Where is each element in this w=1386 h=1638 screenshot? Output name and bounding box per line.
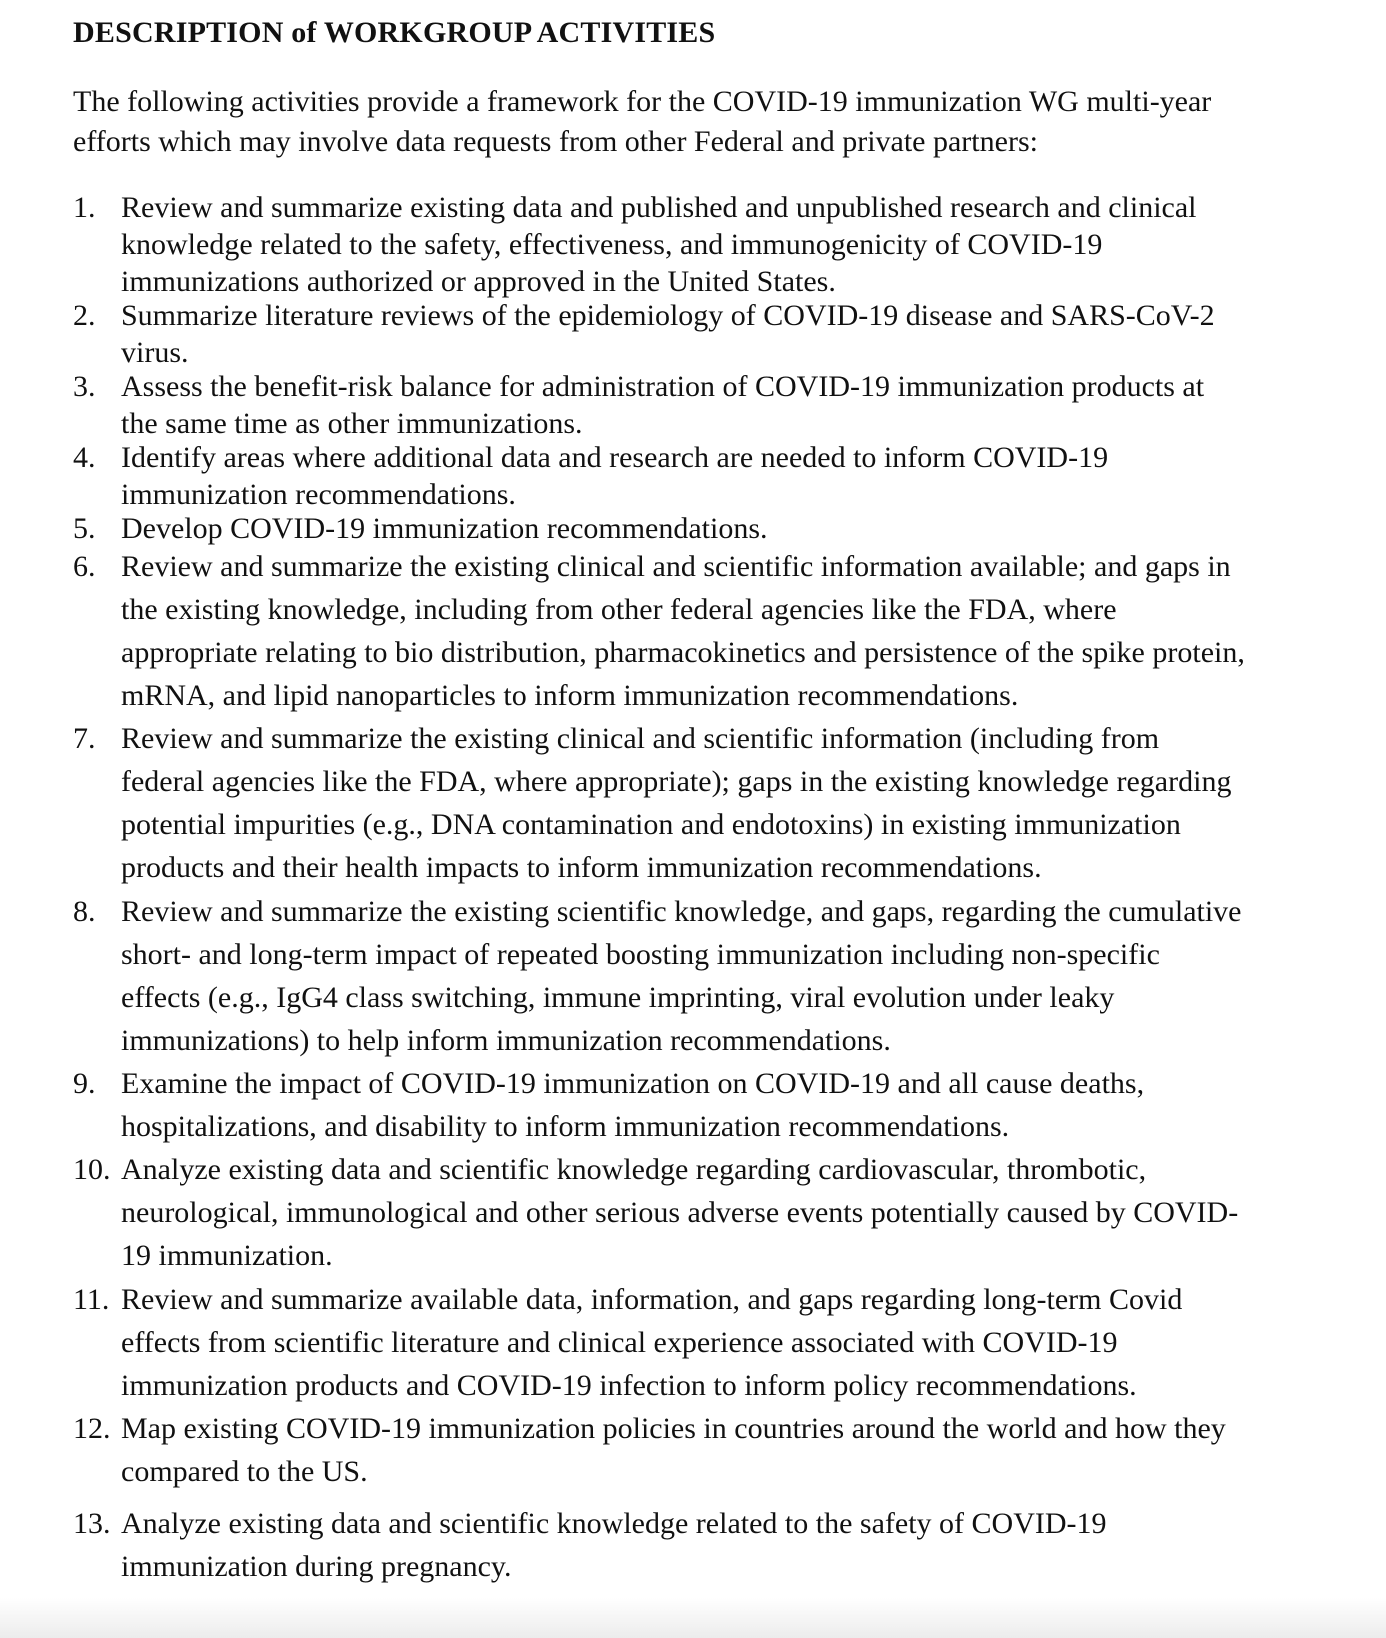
item-line: Review and summarize the existing clinical and scientific information available; and gaps in — [121, 550, 1231, 583]
item-number: 12. — [73, 1412, 111, 1445]
item-line: Review and summarize existing data and published and unpublished research and clinical — [121, 191, 1197, 224]
item-line: Examine the impact of COVID-19 immunization on COVID-19 and all cause deaths, — [121, 1067, 1145, 1100]
item-line: Map existing COVID-19 immunization policies in countries around the world and how they — [121, 1412, 1226, 1445]
item-text — [121, 1502, 1107, 1588]
item-text — [121, 545, 1245, 717]
item-number: 4. — [73, 441, 96, 474]
item-line: potential impurities (e.g., DNA contamination and endotoxins) in existing immunization — [121, 808, 1181, 841]
item-line: Identify areas where additional data and research are needed to inform COVID-19 — [121, 441, 1109, 474]
item-line: immunization recommendations. — [121, 478, 516, 511]
item-line: knowledge related to the safety, effectiveness, and immunogenicity of COVID-19 — [121, 228, 1103, 261]
item-text — [121, 297, 1215, 371]
item-number: 10. — [73, 1153, 111, 1186]
item-line: federal agencies like the FDA, where appropriate); gaps in the existing knowledge regarding — [121, 765, 1232, 798]
item-text — [121, 1278, 1182, 1407]
item-line: Review and summarize the existing scientific knowledge, and gaps, regarding the cumulative — [121, 895, 1242, 928]
item-text — [121, 510, 768, 547]
item-number: 8. — [73, 895, 96, 928]
intro-line: efforts which may involve data requests from other Federal and private partners: — [73, 125, 1038, 158]
item-number: 6. — [73, 550, 96, 583]
item-number: 2. — [73, 299, 96, 332]
item-text — [121, 189, 1197, 300]
item-line: hospitalizations, and disability to inform immunization recommendations. — [121, 1110, 1010, 1143]
item-number: 1. — [73, 191, 96, 224]
item-line: immunizations) to help inform immunization recommendations. — [121, 1024, 891, 1057]
item-line: compared to the US. — [121, 1455, 368, 1488]
item-line: Review and summarize available data, information, and gaps regarding long-term Covid — [121, 1283, 1183, 1316]
item-line: effects from scientific literature and clinical experience associated with COVID-19 — [121, 1326, 1118, 1359]
item-text — [121, 368, 1204, 442]
item-text — [121, 717, 1231, 889]
item-line: Summarize literature reviews of the epidemiology of COVID-19 disease and SARS-CoV-2 — [121, 299, 1215, 332]
item-line: effects (e.g., IgG4 class switching, immune imprinting, viral evolution under leaky — [121, 981, 1115, 1014]
item-number: 3. — [73, 370, 96, 403]
item-line: Assess the benefit-risk balance for administration of COVID-19 immunization products at — [121, 370, 1205, 403]
item-line: Analyze existing data and scientific knowledge regarding cardiovascular, thrombotic, — [121, 1153, 1147, 1186]
item-line: neurological, immunological and other serious adverse events potentially caused by COVID- — [121, 1196, 1239, 1229]
item-text — [121, 1148, 1238, 1277]
item-number: 5. — [73, 512, 96, 545]
item-number: 7. — [73, 722, 96, 755]
item-line: Analyze existing data and scientific knowledge related to the safety of COVID-19 — [121, 1507, 1107, 1540]
item-line: products and their health impacts to inform immunization recommendations. — [121, 851, 1042, 884]
item-text — [121, 1407, 1226, 1493]
item-number: 9. — [73, 1067, 96, 1100]
item-number: 11. — [73, 1283, 110, 1316]
item-line: 19 immunization. — [121, 1239, 333, 1272]
document-heading: DESCRIPTION of WORKGROUP ACTIVITIES — [73, 16, 716, 49]
item-text — [121, 890, 1242, 1062]
item-line: appropriate relating to bio distribution, pharmacokinetics and persistence of the spike protein, — [121, 636, 1245, 669]
item-line: short- and long-term impact of repeated boosting immunization including non-specific — [121, 938, 1160, 971]
item-line: immunization during pregnancy. — [121, 1550, 512, 1583]
item-line: mRNA, and lipid nanoparticles to inform immunization recommendations. — [121, 679, 1019, 712]
item-line: the same time as other immunizations. — [121, 407, 583, 440]
item-line: immunization products and COVID-19 infection to inform policy recommendations. — [121, 1369, 1137, 1402]
item-line: immunizations authorized or approved in the United States. — [121, 265, 836, 298]
item-line: Develop COVID-19 immunization recommendations. — [121, 512, 768, 545]
page-bottom-shadow — [0, 1598, 1386, 1638]
item-line: Review and summarize the existing clinical and scientific information (including from — [121, 722, 1160, 755]
item-text — [121, 1062, 1144, 1148]
intro-paragraph — [73, 82, 1211, 162]
item-line: the existing knowledge, including from other federal agencies like the FDA, where — [121, 593, 1117, 626]
intro-line: The following activities provide a framework for the COVID-19 immunization WG multi-year — [73, 85, 1212, 118]
item-text — [121, 439, 1108, 513]
item-line: virus. — [121, 336, 189, 369]
item-number: 13. — [73, 1507, 111, 1540]
